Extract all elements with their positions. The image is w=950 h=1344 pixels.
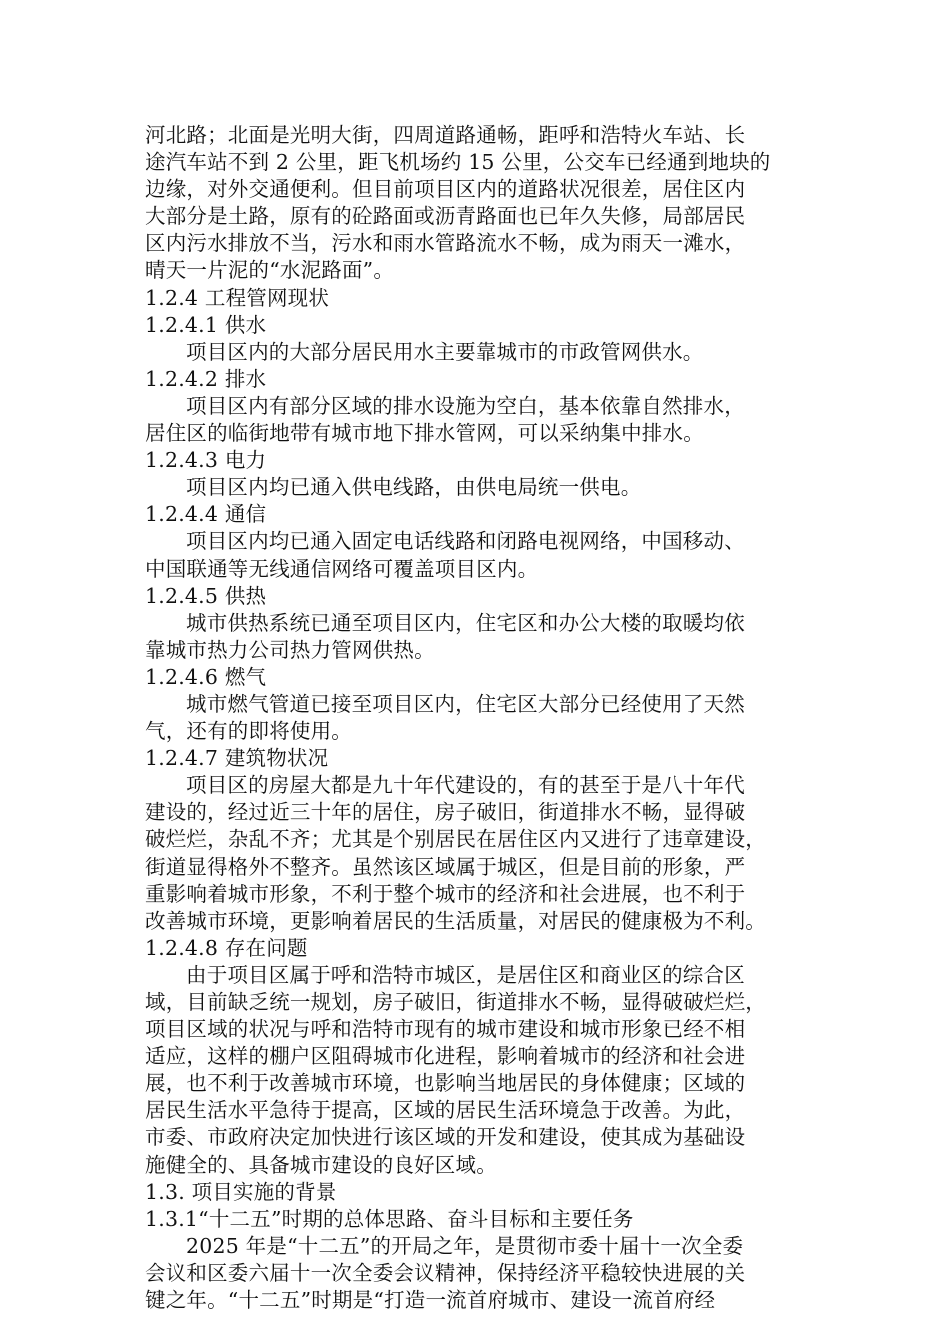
text-line: 域，目前缺乏统一规划，房子破旧，街道排水不畅，显得破破烂烂， xyxy=(145,990,766,1014)
text-line: 途汽车站不到 2 公里，距飞机场约 15 公里，公交车已经通到地块的 xyxy=(145,150,771,175)
text-line: 街道显得格外不整齐。虽然该区域属于城区，但是目前的形象，严 xyxy=(145,854,746,879)
section-heading-1-3-1: 1.3.1“十二五”时期的总体思路、奋斗目标和主要任务 xyxy=(145,1206,634,1231)
text-line: 项目区域的状况与呼和浩特市现有的城市建设和城市形象已经不相 xyxy=(145,1017,746,1042)
text-line: 键之年。“十二五”时期是“打造一流首府城市、建设一流首府经 xyxy=(145,1288,716,1313)
text-line: 城市供热系统已通至项目区内，住宅区和办公大楼的取暖均依 xyxy=(186,610,745,635)
text-line: 河北路；北面是光明大街，四周道路通畅，距呼和浩特火车站、长 xyxy=(145,123,746,147)
subsection-heading-gas: 1.2.4.6 燃气 xyxy=(145,664,267,689)
text-line: 中国联通等无线通信网络可覆盖项目区内。 xyxy=(145,556,539,581)
text-line: 边缘，对外交通便利。但目前项目区内的道路状况很差，居住区内 xyxy=(145,177,746,202)
text-line: 项目区的房屋大都是九十年代建设的，有的甚至于是八十年代 xyxy=(186,773,745,798)
subsection-heading-power: 1.2.4.3 电力 xyxy=(145,448,267,473)
intro-paragraph xyxy=(145,122,820,285)
subsection-heading-problems: 1.2.4.8 存在问题 xyxy=(145,935,308,960)
text-line: 由于项目区属于呼和浩特市城区，是居住区和商业区的综合区 xyxy=(186,962,745,987)
text-line: 展，也不利于改善城市环境，也影响当地居民的身体健康；区域的 xyxy=(145,1071,746,1096)
text-line: 居民生活水平急待于提高，区域的居民生活环境急于改善。为此， xyxy=(145,1098,746,1123)
text-line: 区内污水排放不当，污水和雨水管路流水不畅，成为雨天一滩水， xyxy=(145,231,746,256)
text-line: 大部分是土路，原有的砼路面或沥青路面也已年久失修，局部居民 xyxy=(145,204,746,229)
subsection-heading-buildings: 1.2.4.7 建筑物状况 xyxy=(145,746,329,771)
subsection-heading-telecom: 1.2.4.4 通信 xyxy=(145,502,267,527)
text-line: 居住区的临街地带有城市地下排水管网，可以采纳集中排水。 xyxy=(145,421,704,446)
text-line: 气，还有的即将使用。 xyxy=(145,719,352,744)
text-line: 项目区内均已通入固定电话线路和闭路电视网络，中国移动、 xyxy=(186,529,745,554)
subsection-heading-water-supply: 1.2.4.1 供水 xyxy=(145,312,267,337)
document-page xyxy=(145,122,820,1314)
text-line: 适应，这样的棚户区阻碍城市化进程，影响着城市的经济和社会进 xyxy=(145,1044,746,1069)
text-line: 项目区内的大部分居民用水主要靠城市的市政管网供水。 xyxy=(186,339,704,364)
section-heading-1-2-4: 1.2.4 工程管网现状 xyxy=(145,285,330,310)
text-line: 2025 年是“十二五”的开局之年，是贯彻市委十届十一次全委 xyxy=(186,1233,744,1258)
text-line: 靠城市热力公司热力管网供热。 xyxy=(145,637,435,662)
text-line: 项目区内均已通入供电线路，由供电局统一供电。 xyxy=(186,475,642,500)
subsection-heading-drainage: 1.2.4.2 排水 xyxy=(145,366,267,391)
text-line: 重影响着城市形象，不利于整个城市的经济和社会进展，也不利于 xyxy=(145,881,746,906)
text-line: 市委、市政府决定加快进行该区域的开发和建设，使其成为基础设 xyxy=(145,1125,746,1150)
text-line: 破烂烂，杂乱不齐；尤其是个别居民在居住区内又进行了违章建设， xyxy=(145,827,766,852)
text-line: 晴天一片泥的“水泥路面”。 xyxy=(145,258,395,283)
text-line: 改善城市环境，更影响着居民的生活质量，对居民的健康极为不利。 xyxy=(145,908,766,933)
text-line: 建设的，经过近三十年的居住，房子破旧，街道排水不畅，显得破 xyxy=(145,800,746,825)
section-heading-1-3: 1.3. 项目实施的背景 xyxy=(145,1179,337,1204)
text-line: 项目区内有部分区域的排水设施为空白，基本依靠自然排水， xyxy=(186,393,745,418)
text-line: 会议和区委六届十一次全委会议精神，保持经济平稳较快进展的关 xyxy=(145,1260,746,1285)
text-line: 施健全的、具备城市建设的良好区域。 xyxy=(145,1152,497,1177)
subsection-heading-heating: 1.2.4.5 供热 xyxy=(145,583,267,608)
text-line: 城市燃气管道已接至项目区内，住宅区大部分已经使用了天然 xyxy=(186,691,745,716)
